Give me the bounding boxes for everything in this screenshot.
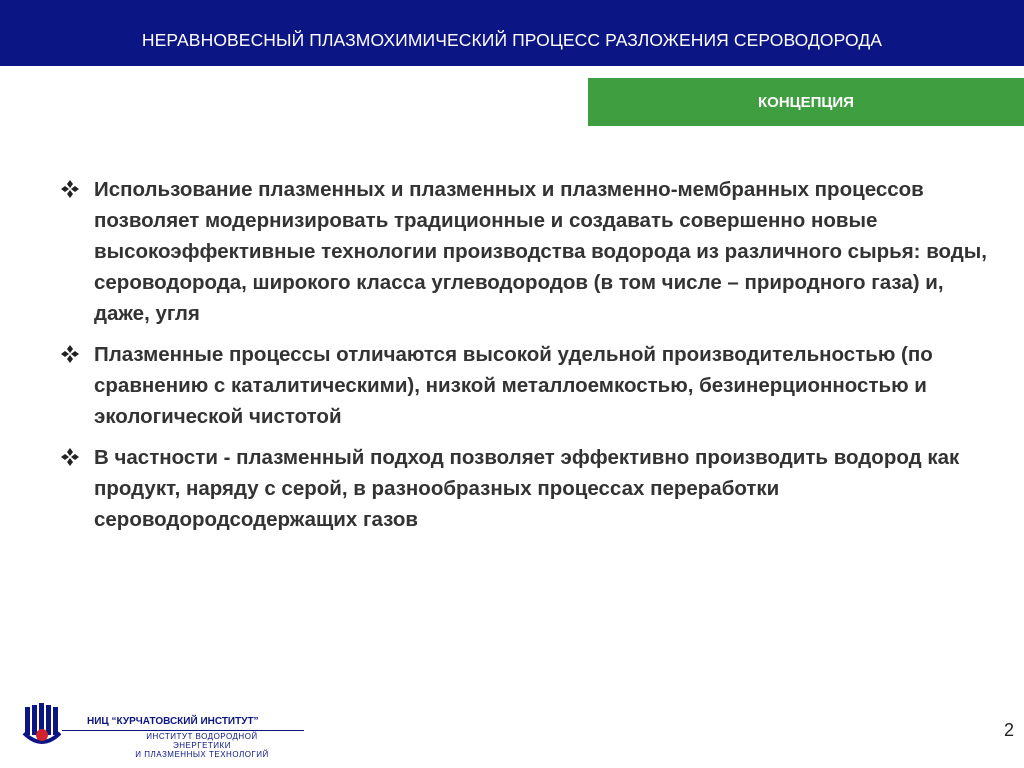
header-bar	[0, 0, 1024, 66]
bullet-item	[60, 442, 1000, 535]
bullet-item	[60, 174, 1000, 329]
org-subtitle	[127, 732, 277, 759]
logo-divider	[62, 730, 304, 731]
bullet-list	[60, 174, 1000, 545]
org-name: НИЦ “КУРЧАТОВСКИЙ ИНСТИТУТ”	[87, 716, 259, 727]
bullet-text: Использование плазменных и плазменных и плазменно-мембранных процессов позволяет модернизировать традиционные и создавать совершенно новые высокоэффективные технологии производства водорода из различного сырья: воды, сероводорода, широкого класса углеводородов (в том числе – природного газа) и, даже, угля	[94, 178, 988, 325]
bullet-item	[60, 339, 1000, 432]
page-number: 2	[1003, 720, 1014, 740]
section-tag: КОНЦЕПЦИЯ	[588, 78, 1024, 126]
bullet-text: Плазменные процессы отличаются высокой удельной производительностью (по сравнению с каталитическими), низкой металлоемкостью, безинерционностью и экологической чистотой	[94, 343, 933, 428]
diamond-bullet-icon	[60, 344, 80, 364]
kurchatov-logo-icon	[22, 703, 64, 749]
slide-title: НЕРАВНОВЕСНЫЙ ПЛАЗМОХИМИЧЕСКИЙ ПРОЦЕСС РАЗЛОЖЕНИЯ СЕРОВОДОРОДА	[141, 30, 883, 50]
bullet-text: В частности - плазменный подход позволяет эффективно производить водород как продукт, наряду с серой, в разнообразных процессах переработки сероводородсодержащих газов	[94, 446, 960, 531]
diamond-bullet-icon	[60, 447, 80, 467]
diamond-bullet-icon	[60, 179, 80, 199]
org-subtitle-line: ИНСТИТУТ ВОДОРОДНОЙ ЭНЕРГЕТИКИ	[146, 732, 258, 750]
org-subtitle-line: И ПЛАЗМЕННЫХ ТЕХНОЛОГИЙ	[135, 750, 269, 759]
